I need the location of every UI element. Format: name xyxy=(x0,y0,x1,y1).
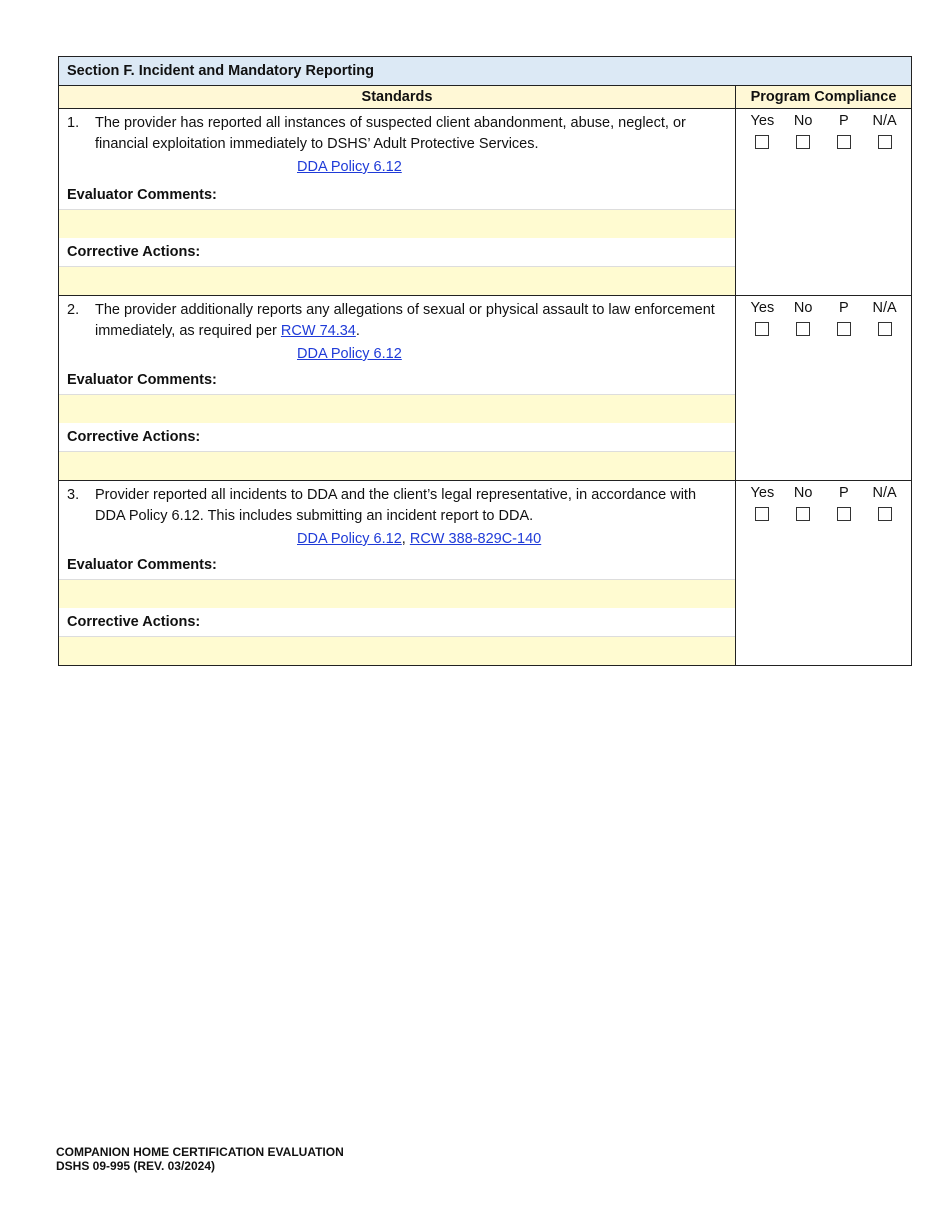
option-no-label: No xyxy=(793,300,813,316)
yes-checkbox[interactable] xyxy=(755,322,769,336)
evaluator-comments-label: Evaluator Comments: xyxy=(67,372,217,388)
standard-text-end: . xyxy=(355,322,360,339)
rcw-388-829c-140-link[interactable]: RCW 388-829C-140 xyxy=(409,531,542,547)
option-yes-label: Yes xyxy=(750,113,775,129)
citation-separator: , xyxy=(401,531,410,547)
option-p-label: P xyxy=(839,113,849,129)
no-checkbox[interactable] xyxy=(796,322,810,336)
p-checkbox[interactable] xyxy=(837,507,851,521)
option-na-label: N/A xyxy=(872,485,897,501)
rcw-74-34-link[interactable]: RCW 74.34 xyxy=(280,322,356,339)
corrective-actions-field[interactable] xyxy=(59,266,735,295)
option-na-label: N/A xyxy=(872,300,897,316)
option-na-label: N/A xyxy=(872,113,897,129)
option-yes-label: Yes xyxy=(750,300,775,316)
corrective-actions-label: Corrective Actions: xyxy=(67,244,201,260)
no-checkbox[interactable] xyxy=(796,135,810,149)
form-footer xyxy=(56,1145,344,1173)
standard-number: 1. xyxy=(67,115,80,131)
standard-row-2 xyxy=(59,296,912,481)
standard-row-1 xyxy=(59,109,912,296)
option-no-label: No xyxy=(793,485,813,501)
section-title: Section F. Incident and Mandatory Reporting xyxy=(59,57,912,86)
standard-text: Provider reported all incidents to DDA and the client’s legal representative, in accordance with DDA Policy 6.12. This includes submitting an incident report to DDA. xyxy=(95,487,697,524)
evaluator-comments-label: Evaluator Comments: xyxy=(67,187,217,203)
option-p-label: P xyxy=(839,300,849,316)
standard-number: 2. xyxy=(67,302,80,318)
p-checkbox[interactable] xyxy=(837,135,851,149)
evaluator-comments-field[interactable] xyxy=(59,209,735,238)
standard-cell-2 xyxy=(59,296,736,481)
p-checkbox[interactable] xyxy=(837,322,851,336)
dda-policy-link[interactable]: DDA Policy 6.12 xyxy=(297,346,402,362)
standard-cell-3 xyxy=(59,481,736,666)
citation xyxy=(95,344,723,364)
standards-header: Standards xyxy=(59,86,736,109)
section-f-table xyxy=(58,56,912,666)
yes-checkbox[interactable] xyxy=(755,507,769,521)
option-p-label: P xyxy=(839,485,849,501)
standard-cell-1 xyxy=(59,109,736,296)
corrective-actions-label: Corrective Actions: xyxy=(67,614,201,630)
yes-checkbox[interactable] xyxy=(755,135,769,149)
dda-policy-link[interactable]: DDA Policy 6.12 xyxy=(297,531,402,547)
na-checkbox[interactable] xyxy=(878,135,892,149)
option-no-label: No xyxy=(793,113,813,129)
standard-text: The provider has reported all instances of suspected client abandonment, abuse, neglect, or financial exploitation immediately to DSHS’ Adult Protective Services. xyxy=(95,115,686,152)
evaluator-comments-field[interactable] xyxy=(59,394,735,423)
evaluator-comments-label: Evaluator Comments: xyxy=(67,557,217,573)
compliance-cell-1 xyxy=(736,109,912,296)
form-number: DSHS 09-995 (REV. 03/2024) xyxy=(56,1159,215,1173)
corrective-actions-field[interactable] xyxy=(59,636,735,665)
compliance-cell-2 xyxy=(736,296,912,481)
option-yes-label: Yes xyxy=(750,485,775,501)
dda-policy-link[interactable]: DDA Policy 6.12 xyxy=(297,159,402,175)
standard-number: 3. xyxy=(67,487,80,503)
standard-row-3 xyxy=(59,481,912,666)
corrective-actions-label: Corrective Actions: xyxy=(67,429,201,445)
na-checkbox[interactable] xyxy=(878,507,892,521)
na-checkbox[interactable] xyxy=(878,322,892,336)
no-checkbox[interactable] xyxy=(796,507,810,521)
standard-text: The provider additionally reports any allegations of sexual or physical assault to law enforcement immediately, as required per xyxy=(95,302,715,339)
citation xyxy=(95,157,723,177)
citation xyxy=(95,529,723,549)
evaluator-comments-field[interactable] xyxy=(59,579,735,608)
compliance-cell-3 xyxy=(736,481,912,666)
evaluation-form xyxy=(58,56,911,666)
compliance-header: Program Compliance xyxy=(736,86,912,109)
form-title: COMPANION HOME CERTIFICATION EVALUATION xyxy=(56,1145,344,1159)
corrective-actions-field[interactable] xyxy=(59,451,735,480)
